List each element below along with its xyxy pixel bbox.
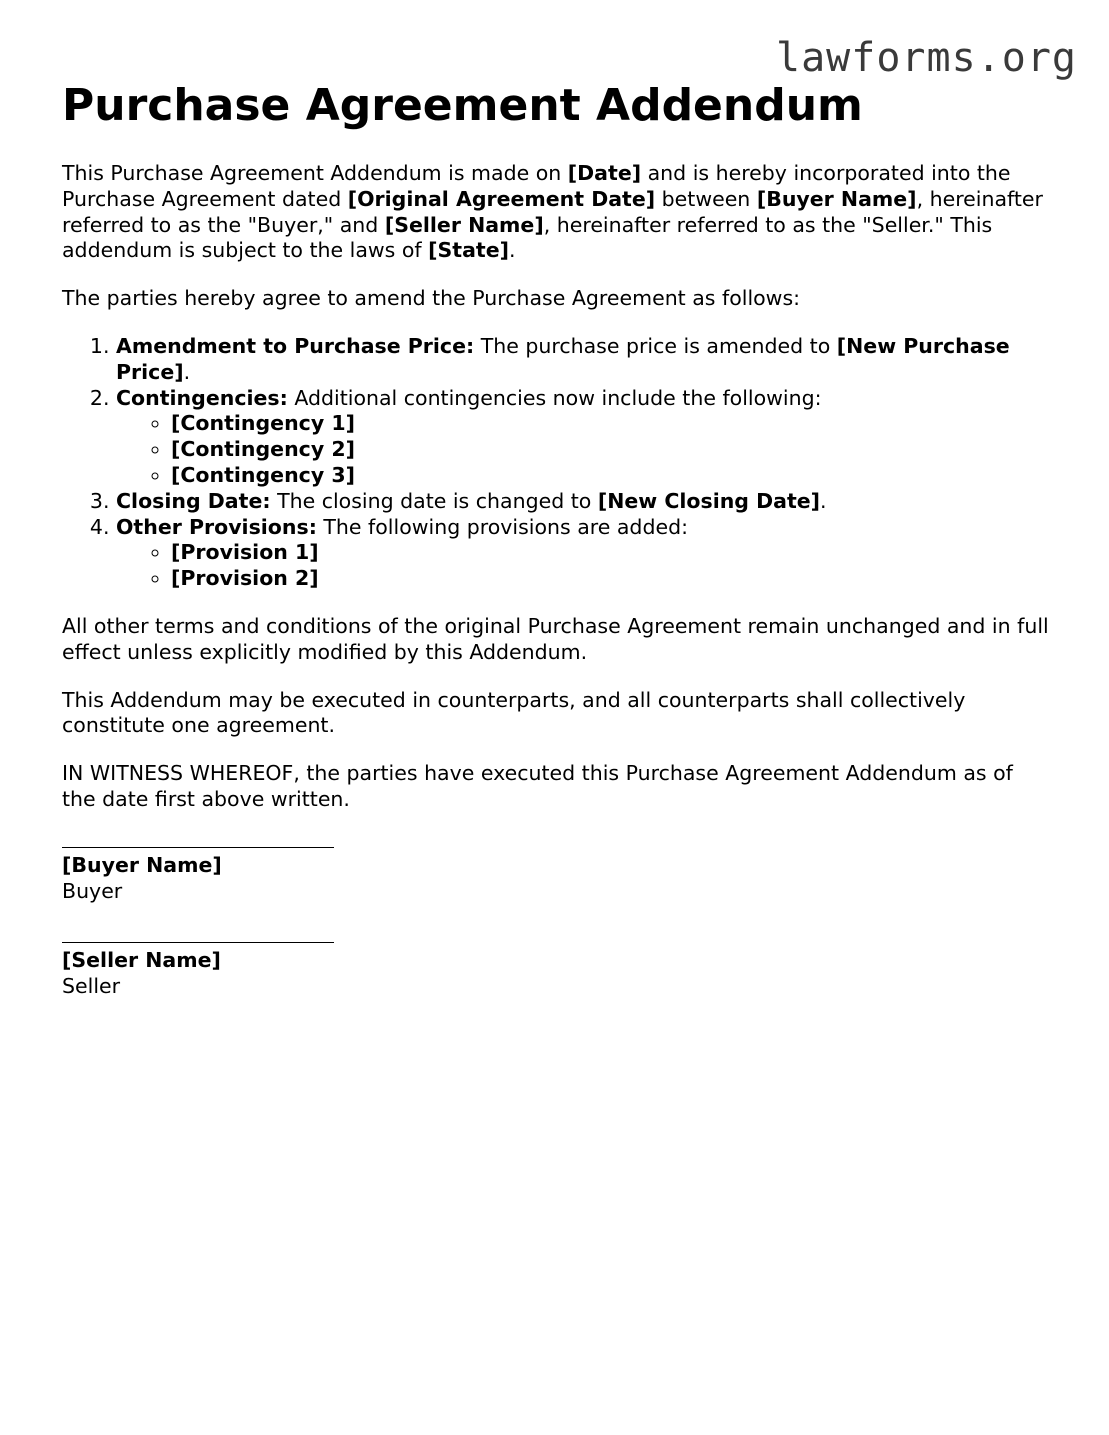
original-date-placeholder: [Original Agreement Date] — [347, 186, 656, 211]
terms-paragraph: All other terms and conditions of the original Purchase Agreement remain unchanged and in full effect unless explicitly modified by this Addendum. — [62, 613, 1049, 664]
buyer-signature-line[interactable] — [62, 847, 334, 848]
seller-signature-block — [62, 942, 1052, 1000]
witness-paragraph: IN WITNESS WHEREOF, the parties have executed this Purchase Agreement Addendum as of the date first above written. — [62, 761, 1013, 811]
item-text: Additional contingencies now include the following: — [287, 385, 822, 410]
item-heading: Amendment to Purchase Price: — [116, 333, 475, 358]
item-placeholder: [New Closing Date] — [597, 488, 821, 513]
provision-placeholder: [Provision 2] — [171, 566, 319, 591]
item-text: The purchase price is amended to — [474, 333, 837, 358]
intro-text-5: , hereinafter referred to as the "Seller." This addendum is subject to the laws of — [62, 212, 993, 263]
contingency-list — [116, 411, 1052, 488]
state-placeholder: [State] — [428, 238, 509, 263]
list-item — [171, 411, 1052, 437]
amendment-item-provisions — [116, 515, 1052, 592]
seller-signature-role: Seller — [62, 974, 121, 999]
item-tail: . — [183, 359, 191, 384]
date-placeholder: [Date] — [567, 161, 642, 185]
contingency-placeholder: [Contingency 2] — [171, 437, 355, 462]
list-item — [171, 566, 1052, 592]
intro-paragraph — [62, 161, 1052, 264]
intro-text-6: . — [509, 238, 516, 263]
item-tail: . — [820, 488, 827, 513]
list-item — [171, 540, 1052, 566]
amendment-item-contingencies — [116, 386, 1052, 489]
intro-text-3: between — [655, 186, 757, 211]
provision-placeholder: [Provision 1] — [171, 540, 319, 565]
item-text: The following provisions are added: — [316, 514, 688, 539]
list-item — [171, 463, 1052, 489]
item-text: The closing date is changed to — [270, 488, 598, 513]
buyer-signature-role: Buyer — [62, 878, 123, 903]
provision-list — [116, 540, 1052, 592]
intro-text-2: and is hereby incorporated into the Purchase Agreement dated — [62, 161, 1011, 211]
amendment-lead: The parties hereby agree to amend the Purchase Agreement as follows: — [62, 286, 801, 311]
item-heading: Closing Date: — [116, 488, 271, 513]
amendment-item-price — [116, 334, 1052, 386]
amendment-item-closing-date — [116, 489, 1052, 515]
seller-name-placeholder: [Seller Name] — [384, 212, 544, 237]
intro-text-1: This Purchase Agreement Addendum is made on — [62, 161, 568, 185]
document-page — [62, 80, 1052, 1000]
buyer-signature-block — [62, 847, 1052, 905]
list-item — [171, 437, 1052, 463]
item-heading: Contingencies: — [116, 385, 288, 410]
document-title: Purchase Agreement Addendum — [62, 80, 863, 131]
item-placeholder: [New Purchase Price] — [116, 333, 1010, 384]
amendment-list — [62, 334, 1052, 592]
buyer-name-placeholder: [Buyer Name] — [756, 186, 917, 211]
seller-signature-line[interactable] — [62, 942, 334, 943]
contingency-placeholder: [Contingency 1] — [171, 411, 355, 436]
buyer-signature-name: [Buyer Name] — [62, 852, 222, 877]
contingency-placeholder: [Contingency 3] — [171, 462, 355, 487]
intro-text-4: , hereinafter referred to as the "Buyer," and — [62, 186, 1043, 237]
counterparts-paragraph: This Addendum may be executed in counterparts, and all counterparts shall collectively constitute one agreement. — [62, 687, 966, 738]
site-watermark: lawforms.org — [776, 35, 1077, 81]
seller-signature-name: [Seller Name] — [62, 948, 221, 973]
item-heading: Other Provisions: — [116, 514, 317, 539]
